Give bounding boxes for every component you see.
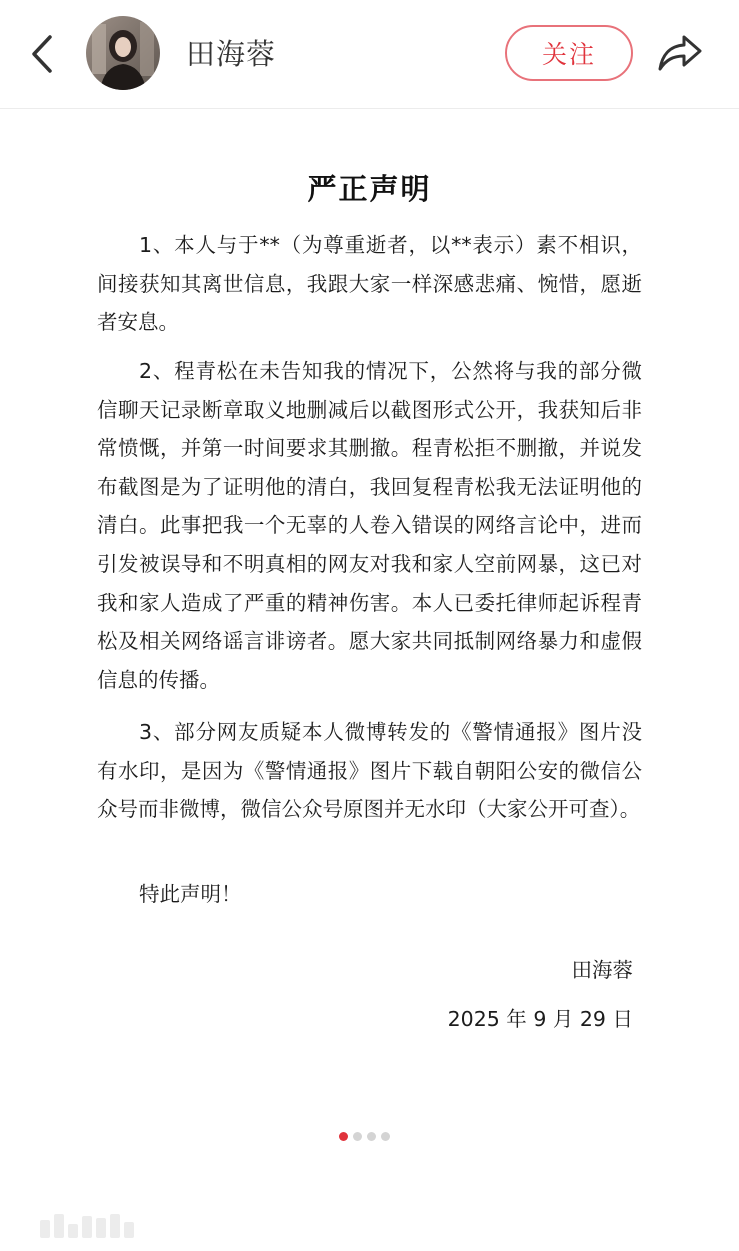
- watermark-bar: [96, 1218, 106, 1238]
- pager-dot[interactable]: [381, 1132, 390, 1141]
- watermark-bars: [40, 1214, 134, 1238]
- watermark-bar: [82, 1216, 92, 1238]
- watermark-bar: [40, 1220, 50, 1238]
- paragraph-3: 3、部分网友质疑本人微博转发的《警情通报》图片没有水印，是因为《警情通报》图片下载自朝阳公安的微信公众号而非微博，微信公众号原图并无水印（大家公开可查）。: [97, 720, 642, 822]
- back-button[interactable]: [22, 30, 62, 78]
- closing-line: 特此声明！: [139, 882, 242, 906]
- watermark-bar: [110, 1214, 120, 1238]
- avatar-image: [86, 16, 160, 90]
- statement-document: [0, 109, 739, 1251]
- share-icon: [657, 33, 703, 73]
- paragraph-1: 1、本人与于**（为尊重逝者，以**表示）素不相识，间接获知其离世信息，我跟大家一样深感悲痛、惋惜，愿逝者安息。: [97, 233, 642, 335]
- watermark-bar: [54, 1214, 64, 1238]
- statement-date: 2025 年 9 月 29 日: [447, 1007, 633, 1031]
- watermark-bar: [68, 1224, 78, 1238]
- avatar[interactable]: [86, 16, 160, 90]
- follow-button[interactable]: 关注: [505, 25, 633, 81]
- paragraph-2: 2、程青松在未告知我的情况下，公然将与我的部分微信聊天记录断章取义地删减后以截图形式公开，我获知后非常愤慨，并第一时间要求其删撤。程青松拒不删撤，并说发布截图是为了证明他的清白，我回复程青松我无法证明他的清白。此事把我一个无辜的人卷入错误的网络言论中，进而引发被误导和不明真相的网友对我和家人空前网暴，这已对我和家人造成了严重的精神伤害。本人已委托律师起诉程青松及相关网络谣言诽谤者。愿大家共同抵制网络暴力和虚假信息的传播。: [97, 359, 642, 692]
- user-name[interactable]: 田海蓉: [186, 37, 277, 71]
- pager-dot[interactable]: [367, 1132, 376, 1141]
- share-button[interactable]: [654, 28, 706, 78]
- chevron-left-icon: [30, 34, 54, 74]
- pager-dot[interactable]: [353, 1132, 362, 1141]
- document-title: 严正声明: [307, 172, 432, 206]
- image-pager: [339, 1132, 390, 1142]
- pager-dot[interactable]: [339, 1132, 348, 1141]
- watermark-bar: [124, 1222, 134, 1238]
- signature: 田海蓉: [571, 958, 633, 982]
- top-bar: [0, 0, 739, 109]
